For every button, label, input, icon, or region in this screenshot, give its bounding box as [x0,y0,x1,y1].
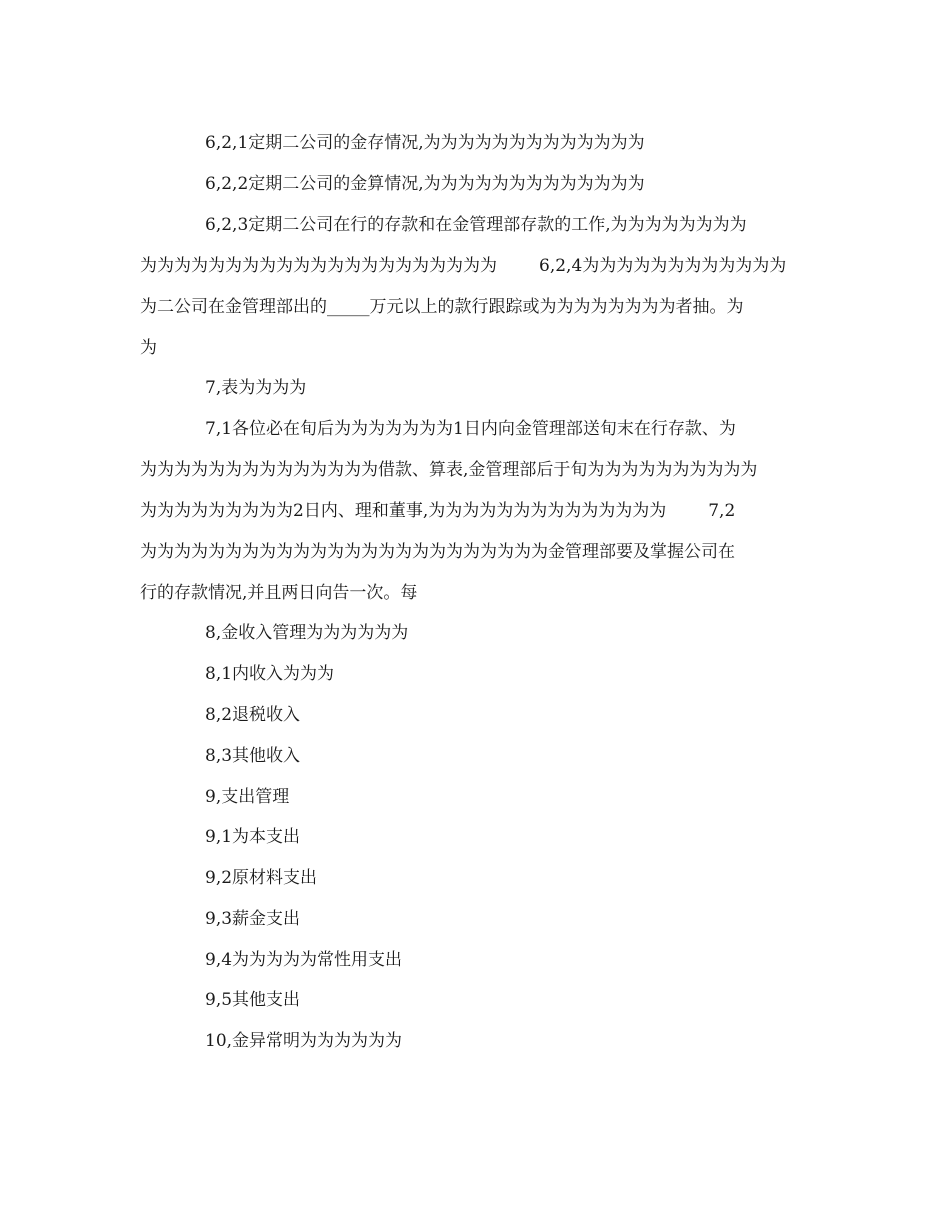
line-8-2: 8,2退税收入 [205,705,301,725]
line-7-2: 7,2 [708,501,736,521]
heading-section-7: 7,表为为为为 [205,378,307,398]
line-6-2-3-tail: 为为为为为为为为为为为为为为为为为为为为为 [140,256,497,276]
line-9-1: 9,1为本支出 [205,827,301,847]
line-7-1: 7,1各位必在旬后为为为为为为为1日内向金管理部送旬末在行存款、为 [205,419,736,439]
line-6-2-1: 6,2,1定期二公司的金存情况,为为为为为为为为为为为为为 [205,133,645,153]
heading-section-9: 9,支出管理 [205,787,290,807]
heading-section-8: 8,金收入管理为为为为为为 [205,623,409,643]
paragraph-7-1-end [140,499,735,523]
line-8-3: 8,3其他收入 [205,746,301,766]
line-8-1: 8,1内收入为为为 [205,664,335,684]
line-9-5: 9,5其他支出 [205,990,301,1010]
line-6-2-4-continued: 为二公司在金管理部出的_____万元以上的款行跟踪或为为为为为为为为者抽。为 [140,297,744,317]
line-9-3: 9,3薪金支出 [205,909,301,929]
line-6-2-2: 6,2,2定期二公司的金算情况,为为为为为为为为为为为为为 [205,174,645,194]
line-7-2-continued: 为为为为为为为为为为为为为为为为为为为为为为为为金管理部要及掌握公司在 [140,542,735,562]
line-9-4: 9,4为为为为为常性用支出 [205,950,403,970]
line-7-1-tail: 为为为为为为为为为2日内、理和董事,为为为为为为为为为为为为为为 [140,501,667,521]
line-6-2-4-end: 为 [140,338,157,358]
line-6-2-3: 6,2,3定期二公司在行的存款和在金管理部存款的工作,为为为为为为为为 [205,215,747,235]
heading-section-10: 10,金异常明为为为为为为 [205,1031,403,1051]
line-7-2-end: 行的存款情况,并且两日向告一次。每 [140,583,418,603]
paragraph-6-2-3-continued [140,254,786,278]
line-9-2: 9,2原材料支出 [205,868,318,888]
line-6-2-4: 6,2,4为为为为为为为为为为为为 [539,256,787,276]
line-7-1-continued: 为为为为为为为为为为为为为为借款、算表,金管理部后于旬为为为为为为为为为为 [140,460,758,480]
